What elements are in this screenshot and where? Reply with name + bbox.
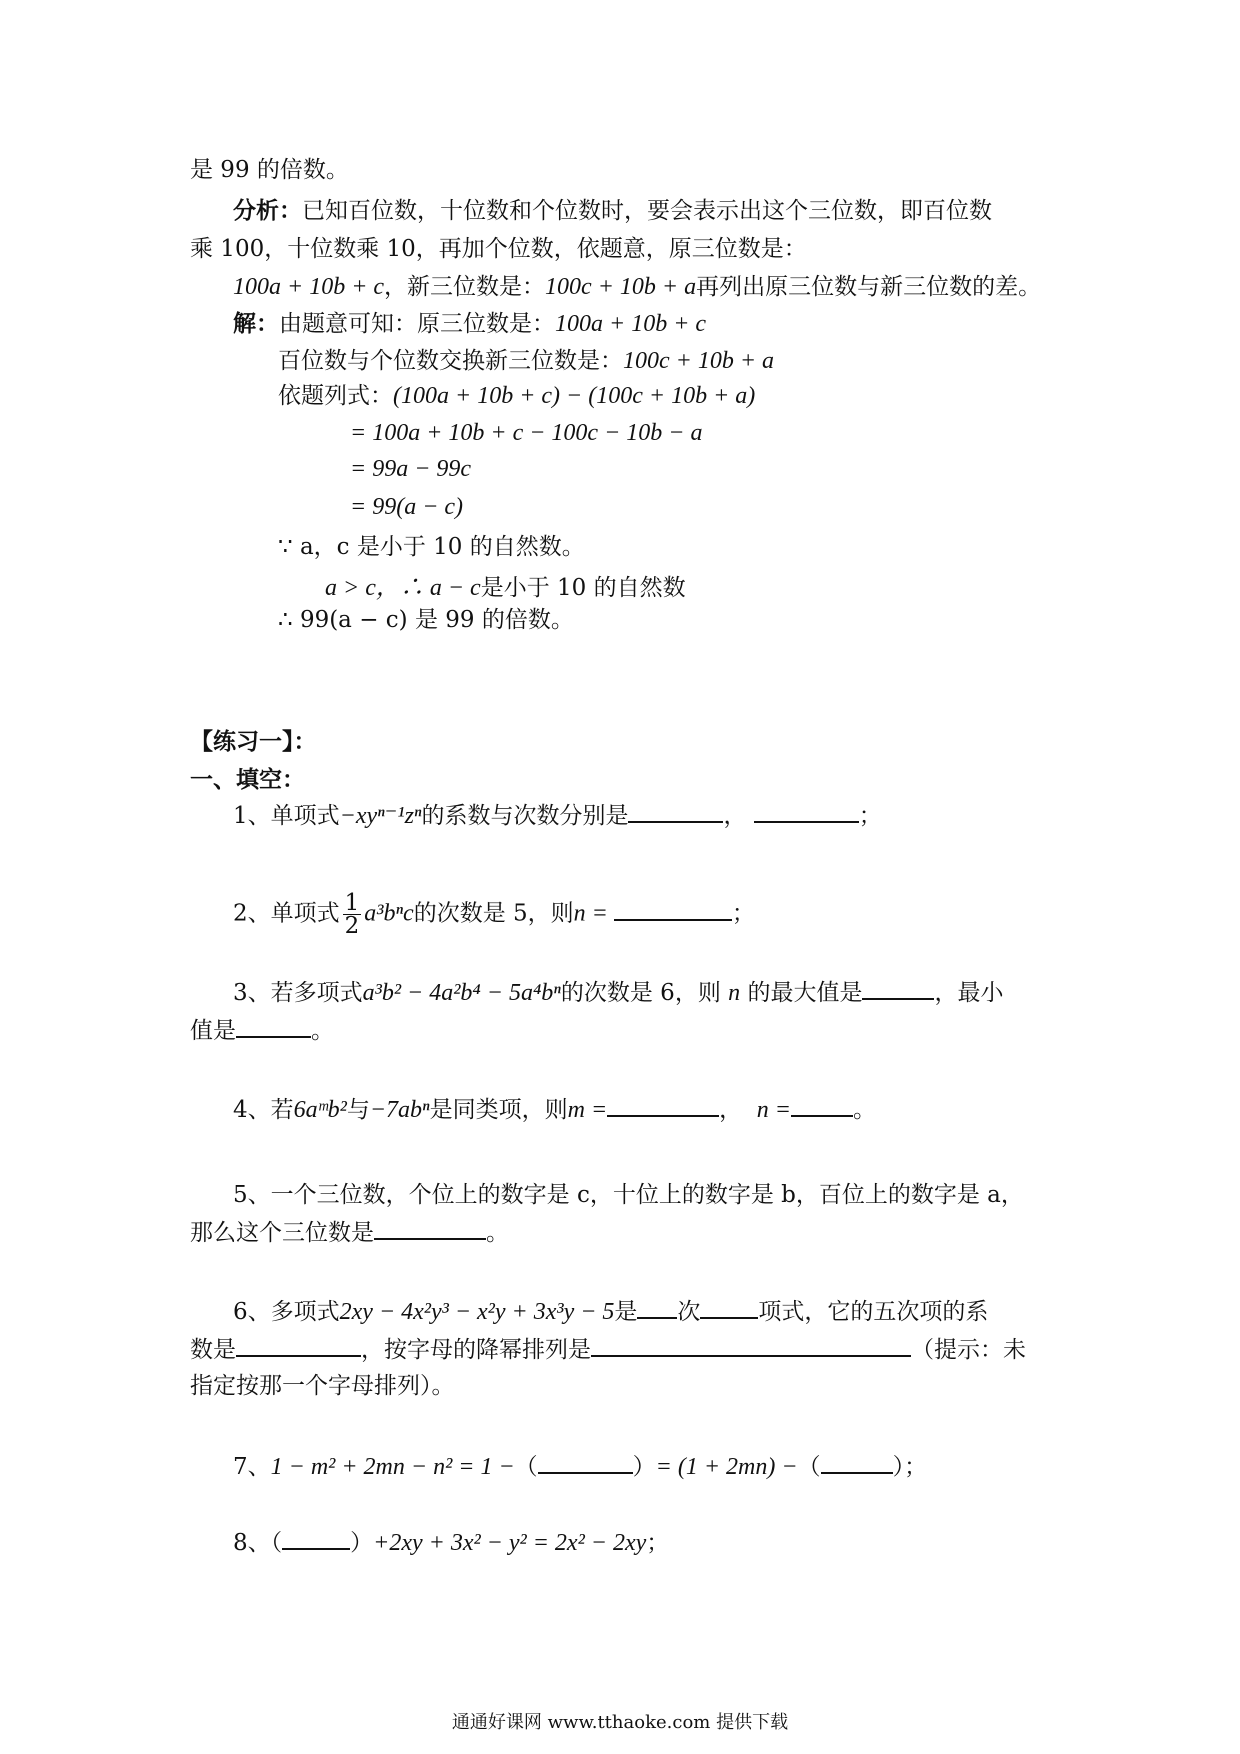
q4-math-2: −7abⁿ [369,1097,430,1123]
analysis-line-2: 乘 100，十位数乘 10，再加个位数，依题意，原三位数是： [190,236,807,262]
solution-math-3: (100a + 10b + c) − (100c + 10b + a) [393,383,756,409]
solution-conclusion: ∴ 99(a − c) 是 99 的倍数。 [278,607,574,633]
analysis-text-3-mid: ，新三位数是： [384,274,546,300]
solution-therefore-1 [325,573,686,603]
q7-paren-open-1: （ [514,1454,538,1480]
q2-n: n = [573,900,608,927]
q4-post: 是同类项，则 [429,1097,568,1123]
q8-math: +2xy + 3x² − y² = 2x² − 2xy [373,1530,647,1556]
q1-end: ； [858,803,882,829]
question-6-line-2 [190,1335,1026,1365]
q3-n: n [728,980,741,1006]
q1-pre: 1、单项式 [233,803,340,829]
q1-math: −xyⁿ⁻¹zⁿ [339,803,422,829]
question-5-line-1: 5、一个三位数，个位上的数字是 c，十位上的数字是 b，百位上的数字是 a， [233,1182,1024,1208]
section-fill-in: 一、填空： [190,766,305,793]
q4-blank-n[interactable] [791,1095,853,1117]
solution-step-3: = 99(a − c) [350,494,464,520]
question-6-line-3: 指定按那一个字母排列）。 [190,1373,455,1399]
q8-end: ； [646,1530,670,1556]
question-1 [233,801,882,831]
q7-math-2: = (1 + 2mn) − [655,1454,798,1480]
solution-line-2 [278,346,774,376]
q3-blank-min[interactable] [236,1016,311,1038]
q7-blank-1[interactable] [538,1452,633,1474]
q8-pre: 8、 [233,1530,271,1556]
q1-post: 的系数与次数分别是 [421,803,629,829]
q8-paren-open: （ [270,1530,283,1556]
q3-post: 的次数是 6，则 [560,980,721,1006]
q6-ci: 次 [677,1299,701,1325]
q3-post3: ，最小 [934,980,1004,1006]
q4-n: n = [756,1097,791,1123]
q2-fraction-den: 2 [344,913,360,939]
q7-paren-close-2: ） [892,1454,905,1480]
continuation-line: 是 99 的倍数。 [190,157,349,183]
solution-text-2: 百位数与个位数交换新三位数是： [278,348,623,374]
q5-blank[interactable] [374,1218,486,1240]
solution-math-8: a > c，∴ a − c [325,575,481,601]
solution-text-1: 由题意可知：原三位数是： [279,311,555,337]
question-3 [233,978,1003,1008]
q3-post2: 的最大值是 [747,980,863,1006]
solution-text-8: 是小于 10 的自然数 [480,575,686,601]
q7-paren-close-1: ） [632,1454,656,1480]
solution-line-1 [233,309,706,339]
q4-end: 。 [852,1097,876,1123]
q5-line2: 那么这个三位数是 [190,1220,374,1246]
q3-end: 。 [311,1018,334,1044]
question-3-line-2 [190,1016,334,1046]
q7-math-1: 1 − m² + 2mn − n² = 1 − [270,1454,515,1480]
q6-post: 是 [614,1299,638,1325]
analysis-line-1 [233,196,992,226]
q6-blank-degree[interactable] [637,1297,677,1319]
solution-line-3 [278,381,755,411]
q4-mid: 与 [346,1097,370,1123]
analysis-label: 分析： [233,197,302,224]
q6-pre: 6、多项式 [233,1299,340,1325]
q2-math: a³bⁿc [364,900,414,927]
q1-sep: ， [723,803,747,829]
q3-math: a³b² − 4a²b⁴ − 5a⁴bⁿ [362,980,561,1006]
q2-post: 的次数是 5，则 [413,900,574,927]
q4-blank-m[interactable] [607,1095,719,1117]
analysis-text-1: 已知百位数，十位数和个位数时，要会表示出这个三位数，即百位数 [302,198,992,224]
q2-fraction [343,892,362,937]
q6-line2-end: （提示：未 [911,1337,1026,1363]
q6-blank-terms[interactable] [700,1297,758,1319]
footer-source: 通通好课网 www.tthaoke.com 提供下载 [451,1712,789,1733]
solution-math-2: 100c + 10b + a [623,348,775,374]
q4-math-1: 6aᵐb² [293,1097,347,1123]
q2-end: ； [731,900,755,927]
q6-line2-mid: ，按字母的降幂排列是 [361,1337,591,1363]
solution-math-1: 100a + 10b + c [555,311,707,337]
q2-fraction-num: 1 [344,890,360,916]
question-8 [233,1528,669,1558]
q8-blank[interactable] [282,1528,350,1550]
analysis-text-3-end: 再列出原三位数与新三位数的差。 [696,274,1042,300]
solution-step-2: = 99a − 99c [350,456,472,482]
q3-blank-max[interactable] [862,978,934,1000]
q4-sep: ， [719,1097,743,1123]
q6-blank-coefficient[interactable] [236,1335,361,1357]
question-5-line-2 [190,1218,509,1248]
question-4 [233,1095,876,1125]
question-6 [233,1297,988,1327]
question-7 [233,1452,927,1482]
q3-pre: 3、若多项式 [233,980,363,1006]
practice-title: 【练习一】： [190,728,317,755]
q1-blank-degree[interactable] [754,801,859,823]
solution-step-1: = 100a + 10b + c − 100c − 10b − a [350,420,703,446]
solution-because: ∵ a，c 是小于 10 的自然数。 [278,534,585,560]
q8-paren-close: ） [350,1530,374,1556]
q4-pre: 4、若 [233,1097,294,1123]
original-number-expr: 100a + 10b + c [233,274,385,300]
q3-line2: 值是 [190,1018,236,1044]
q4-m: m = [567,1097,608,1123]
solution-text-3: 依题列式： [278,383,393,409]
q6-math: 2xy − 4x²y³ − x²y + 3x³y − 5 [339,1299,615,1325]
q6-post2: 项式，它的五次项的系 [758,1299,989,1325]
q7-pre: 7、 [233,1454,271,1480]
q5-end: 。 [486,1220,509,1246]
q2-blank[interactable] [614,899,732,921]
analysis-line-3 [233,272,1041,302]
q6-blank-arrangement[interactable] [591,1335,911,1357]
q2-pre: 2、单项式 [233,900,340,927]
q6-line2-pre: 数是 [190,1337,236,1363]
q7-paren-open-2: （ [797,1454,821,1480]
question-2 [233,892,755,937]
q7-blank-2[interactable] [821,1452,893,1474]
q7-end: ； [904,1454,928,1480]
new-number-expr: 100c + 10b + a [545,274,697,300]
solution-label: 解： [233,310,279,337]
q1-blank-coefficient[interactable] [628,801,723,823]
